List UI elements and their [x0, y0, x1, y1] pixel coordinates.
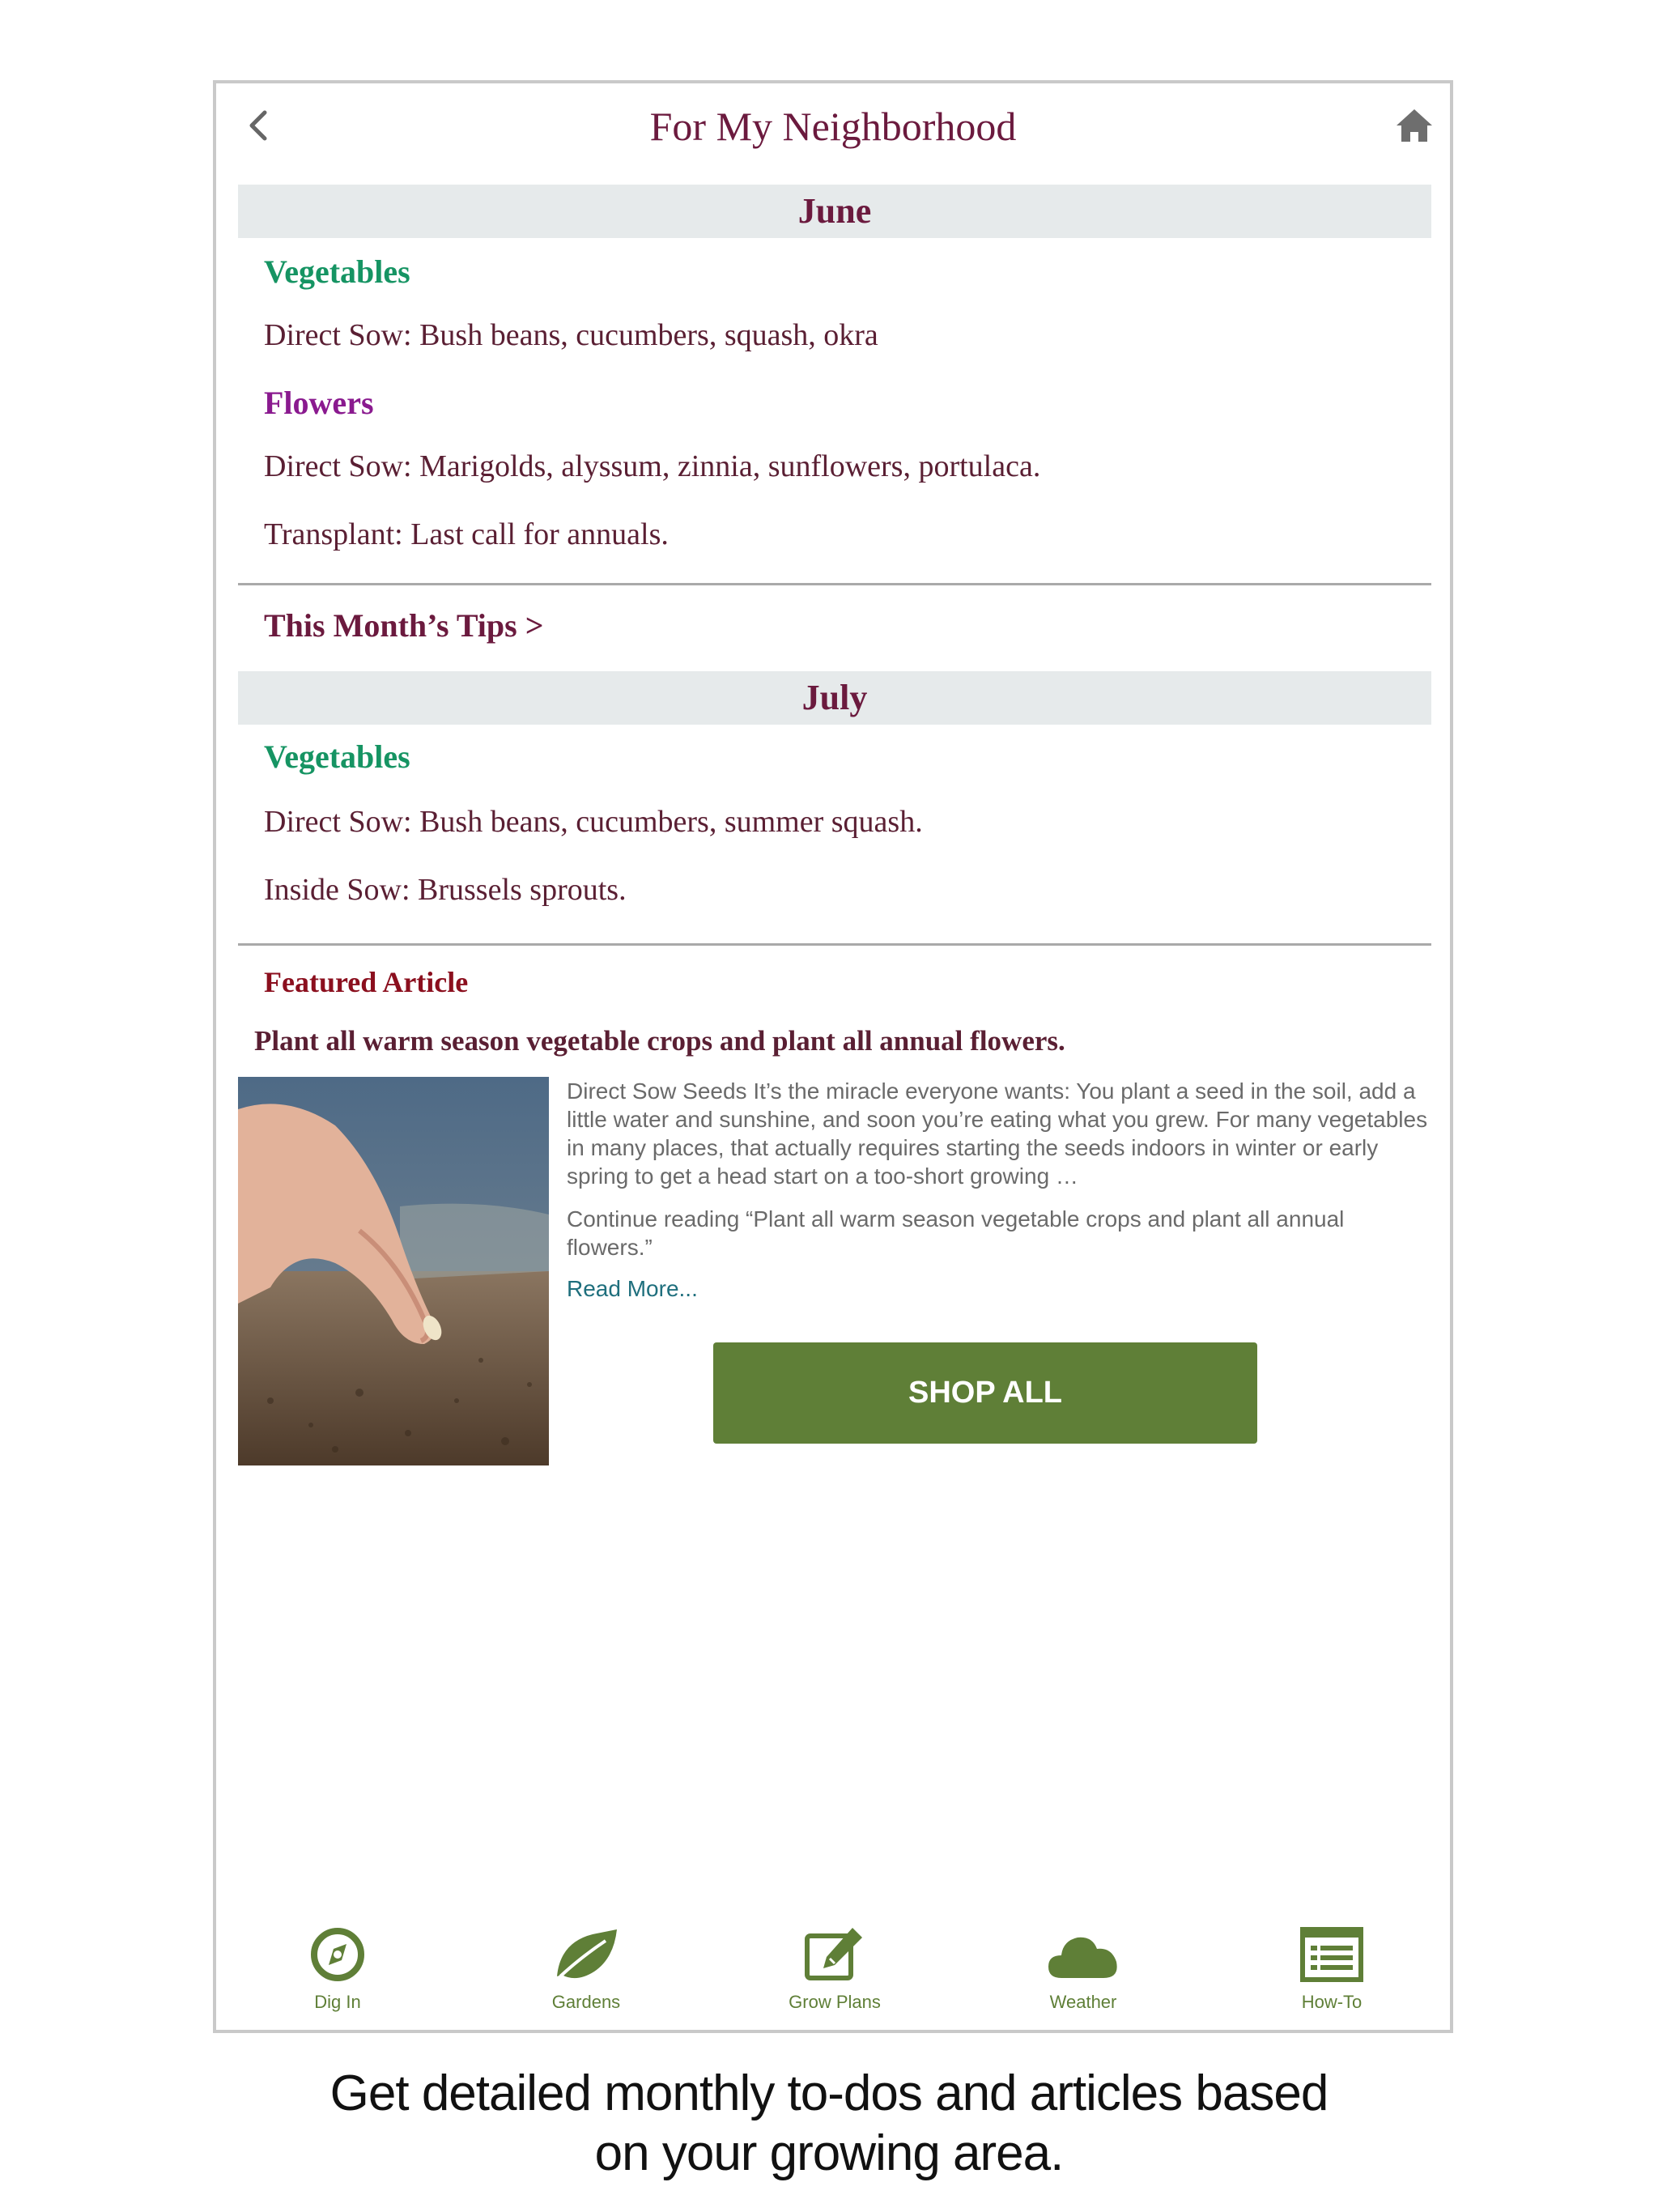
article-excerpt: Direct Sow Seeds It’s the miracle everyone wants: You plant a seed in the soil, add a little water and sunshine, and soon you’re eating what you grew. For many vegetables in many places, that actually requires starting the seeds indoors in winter or early spring to get a head start on a too-short growing …	[567, 1078, 1428, 1189]
continue-reading-text: Continue reading “Plant all warm season vegetable crops and plant all annual flowers.”	[567, 1206, 1345, 1260]
home-icon	[1395, 108, 1434, 143]
list-icon	[1299, 1926, 1364, 1983]
june-veg-direct-sow: Direct Sow: Bush beans, cucumbers, squash, okra	[264, 318, 878, 352]
article-image[interactable]	[238, 1077, 549, 1465]
edit-icon	[802, 1926, 867, 1983]
tab-label: Weather	[1049, 1992, 1117, 2012]
compass-icon	[309, 1926, 366, 1983]
hand-planting-seed-photo	[238, 1077, 549, 1465]
tab-label: Gardens	[551, 1992, 621, 2012]
category-flowers: Flowers	[264, 385, 374, 421]
tab-dig-in[interactable]	[257, 1926, 419, 2013]
tab-label: How-To	[1301, 1992, 1363, 2012]
read-more-link[interactable]: Read More...	[567, 1276, 698, 1301]
tab-grow-plans[interactable]	[754, 1926, 916, 2013]
featured-article-label: Featured Article	[264, 966, 469, 998]
leaf-icon	[552, 1926, 620, 1983]
month-header-july: July	[238, 671, 1431, 725]
category-vegetables: Vegetables	[264, 738, 410, 775]
caption-line-1: Get detailed monthly to-dos and articles based	[329, 2065, 1329, 2121]
home-button[interactable]	[1390, 101, 1439, 150]
tab-weather[interactable]	[1002, 1926, 1164, 2013]
category-vegetables: Vegetables	[264, 253, 410, 290]
june-flower-direct-sow: Direct Sow: Marigolds, alyssum, zinnia, sunflowers, portulaca.	[264, 449, 1041, 483]
this-months-tips-link[interactable]: This Month’s Tips >	[264, 607, 544, 644]
july-veg-inside-sow: Inside Sow: Brussels sprouts.	[264, 873, 627, 907]
month-header-june: June	[238, 185, 1431, 238]
shop-all-button[interactable]: SHOP ALL	[713, 1342, 1257, 1444]
tab-label: Grow Plans	[789, 1992, 881, 2012]
cloud-icon	[1047, 1926, 1120, 1983]
july-veg-direct-sow: Direct Sow: Bush beans, cucumbers, summer squash.	[264, 805, 923, 839]
tab-label: Dig In	[314, 1992, 361, 2012]
tab-gardens[interactable]	[505, 1926, 667, 2013]
divider	[238, 943, 1431, 946]
article-title[interactable]: Plant all warm season vegetable crops and plant all annual flowers.	[254, 1025, 1065, 1057]
content-area	[238, 185, 1431, 1066]
june-flower-transplant: Transplant: Last call for annuals.	[264, 517, 669, 551]
caption-line-2: on your growing area.	[594, 2125, 1064, 2181]
page-title: For My Neighborhood	[649, 104, 1017, 149]
tab-how-to[interactable]	[1251, 1926, 1413, 2013]
divider	[238, 583, 1431, 585]
article-summary	[567, 1077, 1433, 1302]
app-screen	[213, 80, 1453, 2033]
